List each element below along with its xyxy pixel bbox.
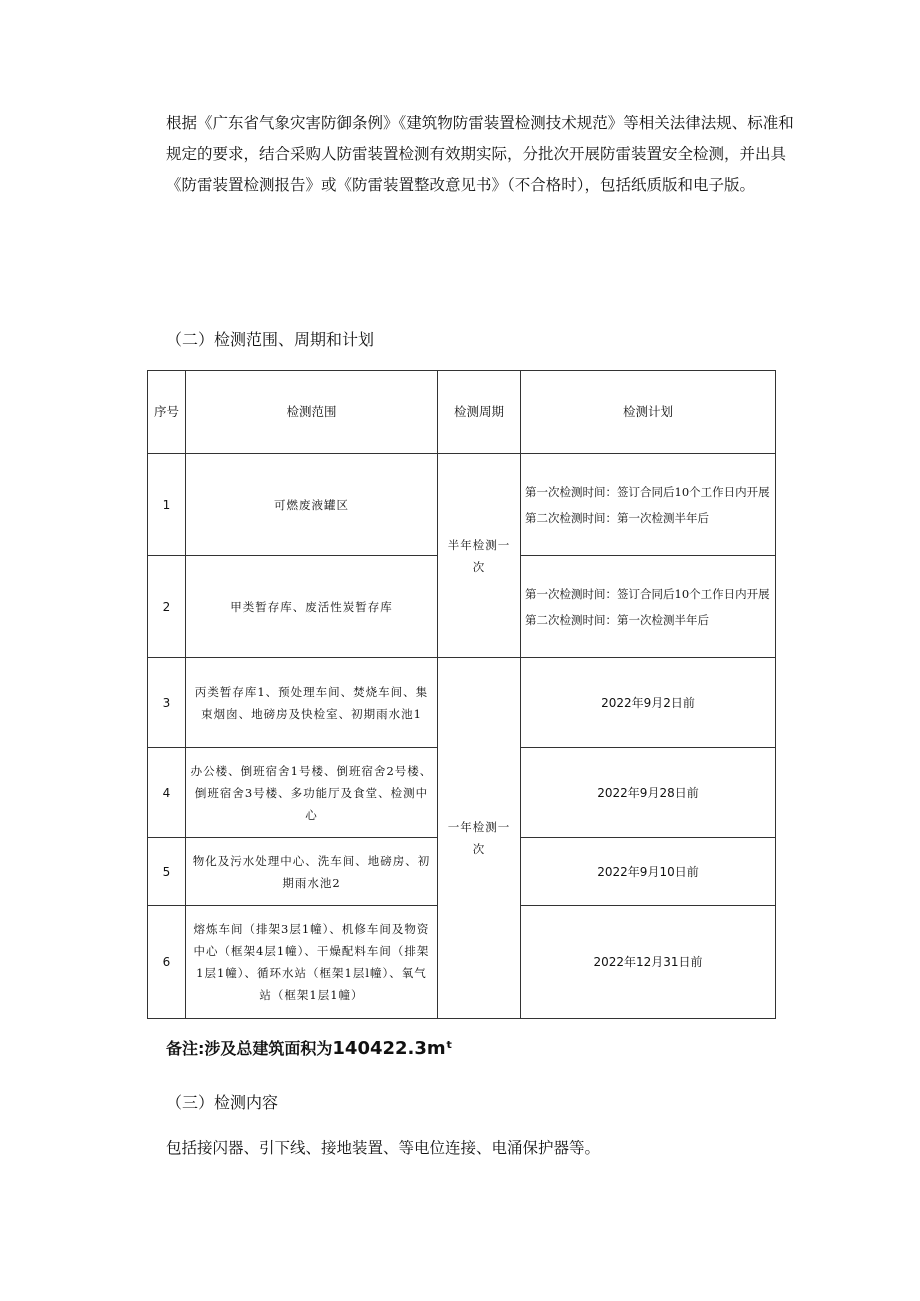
row-seq: 4 [148,748,186,838]
section3-heading: （三）检测内容 [166,1093,279,1112]
row-plan: 2022年9月28日前 [521,748,776,838]
intro-paragraph [166,108,806,201]
section2-heading: （二）检测范围、周期和计划 [166,330,375,349]
header-scope: 检测范围 [186,371,438,454]
row-plan: 2022年9月10日前 [521,838,776,906]
table-row [148,658,776,748]
row-scope: 丙类暂存库1、预处理车间、焚烧车间、集束烟囱、地磅房及快检室、初期雨水池1 [186,658,438,748]
plan-first: 第一次检测时间：签订合同后10个工作日内开展 [525,586,770,601]
intro-text: 根据《广东省气象灾害防御条例》《建筑物防雷装置检测技术规范》等相关法律法规、标准和规定的要求，结合采购人防雷装置检测有效期实际，分批次开展防雷装置安全检测，并出具《防雷装置检测报告》或《防雷装置整改意见书》（不合格时），包括纸质版和电子版。 [166,114,794,194]
row-scope: 办公楼、倒班宿舍1号楼、倒班宿舍2号楼、倒班宿舍3号楼、多功能厅及食堂、检测中心 [186,748,438,838]
row-plan [521,454,776,556]
row-plan: 2022年12月31日前 [521,906,776,1019]
plan-second: 第二次检测时间：第一次检测半年后 [525,612,709,627]
table-row [148,454,776,556]
row-scope: 物化及污水处理中心、洗车间、地磅房、初期雨水池2 [186,838,438,906]
area-note [166,1036,453,1059]
note-value: 140422.3mᵗ [332,1038,453,1059]
inspection-table [147,370,776,1019]
section3-body: 包括接闪器、引下线、接地装置、等电位连接、电涌保护器等。 [166,1139,601,1157]
period-half-year: 半年检测一次 [438,454,521,658]
header-period: 检测周期 [438,371,521,454]
row-seq: 5 [148,838,186,906]
header-plan: 检测计划 [521,371,776,454]
row-seq: 2 [148,556,186,658]
table-header-row [148,371,776,454]
row-scope: 熔炼车间（排架3层1幢）、机修车间及物资中心（框架4层1幢）、干燥配料车间（排架1层1幢）、循环水站（框架1层l幢）、氧气站（框架1层1幢） [186,906,438,1019]
row-scope: 可燃废液罐区 [186,454,438,556]
note-label: 备注:涉及总建筑面积为 [166,1039,333,1058]
row-plan: 2022年9月2日前 [521,658,776,748]
plan-second: 第二次检测时间：第一次检测半年后 [525,510,709,525]
period-yearly: 一年检测一次 [438,658,521,1019]
row-seq: 3 [148,658,186,748]
row-plan [521,556,776,658]
row-seq: 6 [148,906,186,1019]
plan-first: 第一次检测时间：签订合同后10个工作日内开展 [525,484,770,499]
row-scope: 甲类暂存库、废活性炭暂存库 [186,556,438,658]
header-seq: 序号 [148,371,186,454]
row-seq: 1 [148,454,186,556]
